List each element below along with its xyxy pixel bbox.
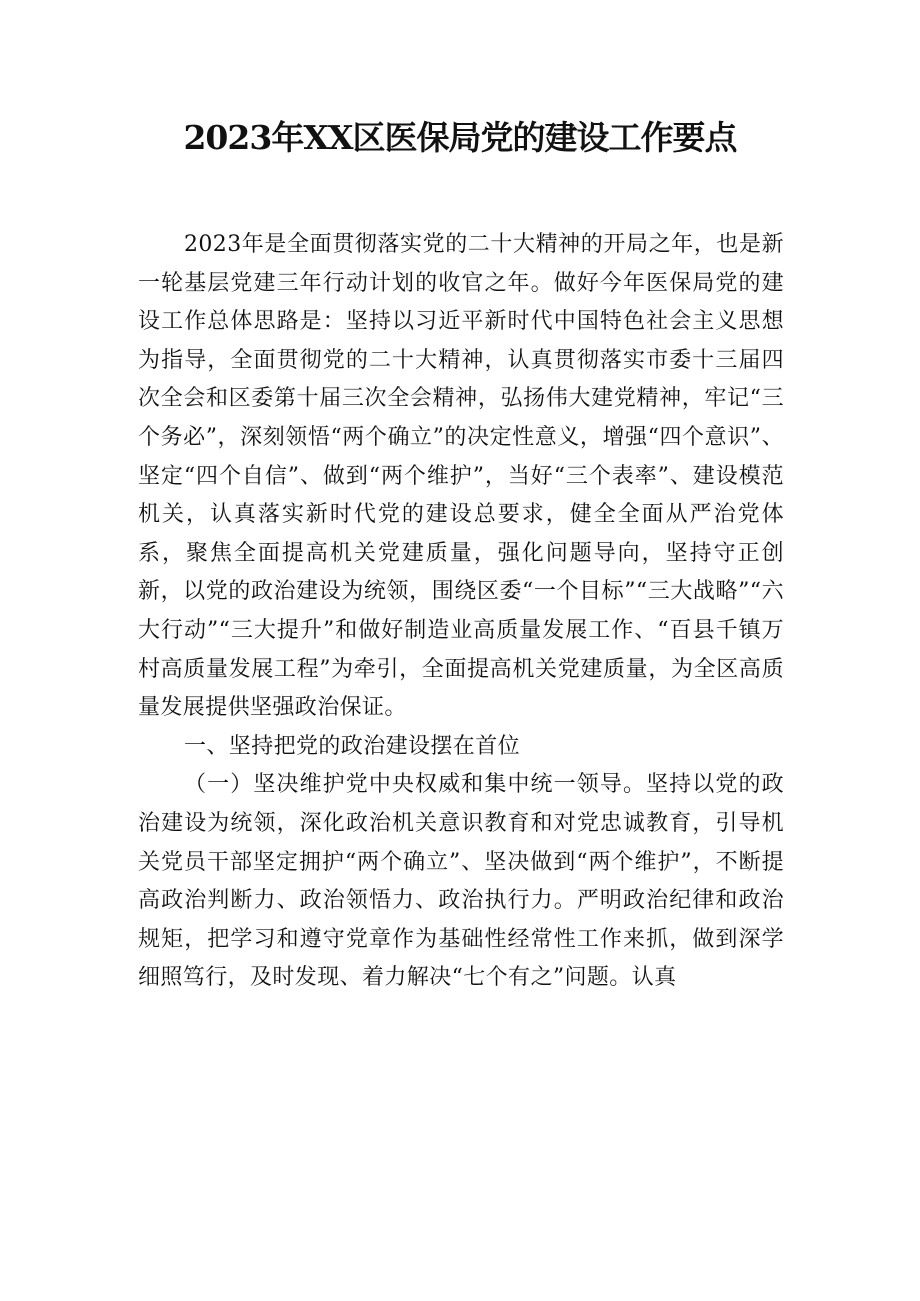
subsection-paragraph-1: （一）坚决维护党中央权威和集中统一领导。坚持以党的政治建设为统领，深化政治机关意识教育和对党忠诚教育，引导机关党员干部坚定拥护“两个确立”、坚决做到“两个维护”，不断提高政治判断力、政治领悟力、政治执行力。严明政治纪律和政治规矩，把学习和遵守党章作为基础性经常性工作来抓，做到深学细照笃行，及时发现、着力解决“七个有之”问题。认真 [138,772,784,991]
section-heading-1: 一、坚持把党的政治建设摆在首位 [184,733,521,759]
document-title: 2023年XX区医保局党的建设工作要点 [183,118,737,157]
intro-paragraph: 2023年是全面贯彻落实党的二十大精神的开局之年，也是新一轮基层党建三年行动计划的收官之年。做好今年医保局党的建设工作总体思路是：坚持以习近平新时代中国特色社会主义思想为指导，全面贯彻党的二十大精神，认真贯彻落实市委十三届四次全会和区委第十届三次全会精神，弘扬伟大建党精神，牢记“三个务必”，深刻领悟“两个确立”的决定性意义，增强“四个意识”、坚定“四个自信”、做到“两个维护”，当好“三个表率”、建设模范机关，认真落实新时代党的建设总要求，健全全面从严治党体系，聚焦全面提高机关党建质量，强化问题导向，坚持守正创新，以党的政治建设为统领，围绕区委“一个目标”“三大战略”“六大行动”“三大提升”和做好制造业高质量发展工作、“百县千镇万村高质量发展工程”为牵引，全面提高机关党建质量，为全区高质量发展提供坚强政治保证。 [138,232,784,721]
document-body [138,226,784,998]
